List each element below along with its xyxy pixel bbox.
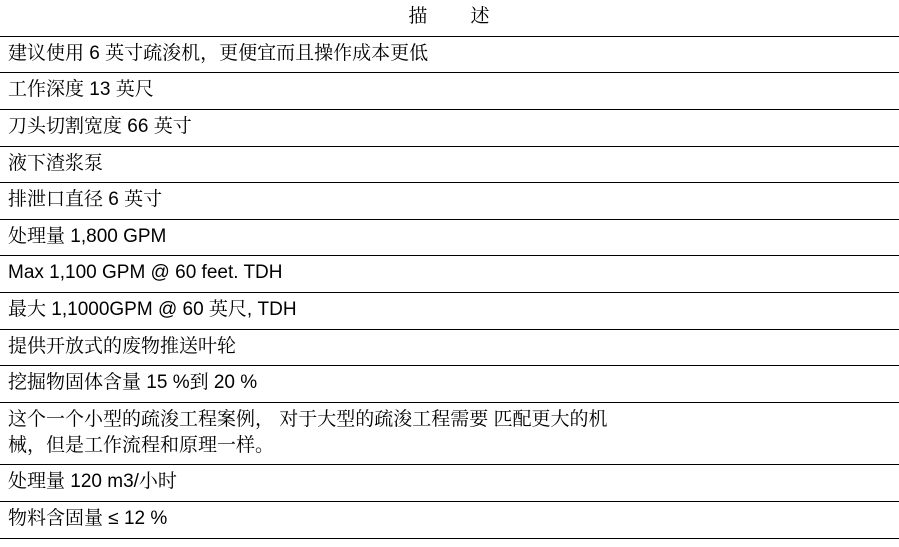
table-row — [0, 366, 899, 403]
table-cell: 排泄口直径 6 英寸 — [0, 183, 899, 220]
table-cell-line: 这个一个小型的疏浚工程案例， 对于大型的疏浚工程需要 匹配更大的机 — [8, 409, 608, 431]
table-row — [0, 183, 899, 220]
table-row — [0, 329, 899, 366]
table-cell: 处理量 120 m3/小时 — [0, 465, 899, 502]
table-row — [0, 501, 899, 538]
table-cell-multiline — [0, 403, 899, 465]
table-row — [0, 73, 899, 110]
table-cell: 挖掘物固体含量 15 %到 20 % — [0, 366, 899, 403]
table-cell: 处理量 1,800 GPM — [0, 219, 899, 256]
table-cell: 物料含固量 ≤ 12 % — [0, 501, 899, 538]
table-row — [0, 403, 899, 465]
table-cell-line: 械，但是工作流程和原理一样。 — [8, 434, 275, 456]
header-text-part1: 描 — [408, 6, 429, 27]
table-cell: 刀头切割宽度 66 英寸 — [0, 109, 899, 146]
table-row — [0, 109, 899, 146]
table-cell: 提供开放式的废物推送叶轮 — [0, 329, 899, 366]
table-cell: 建议使用 6 英寸疏浚机，更便宜而且操作成本更低 — [0, 36, 899, 73]
table-header-row — [0, 0, 899, 36]
table-cell: Max 1,100 GPM @ 60 feet. TDH — [0, 256, 899, 293]
table-row — [0, 256, 899, 293]
table-cell: 工作深度 13 英尺 — [0, 73, 899, 110]
table-row — [0, 219, 899, 256]
table-cell: 液下渣浆泵 — [0, 146, 899, 183]
table-row — [0, 465, 899, 502]
table-row — [0, 293, 899, 330]
table-row — [0, 36, 899, 73]
header-text-part2: 述 — [470, 6, 491, 27]
table-header-cell — [0, 0, 899, 36]
table-cell: 最大 1,1000GPM @ 60 英尺, TDH — [0, 293, 899, 330]
table-row — [0, 146, 899, 183]
